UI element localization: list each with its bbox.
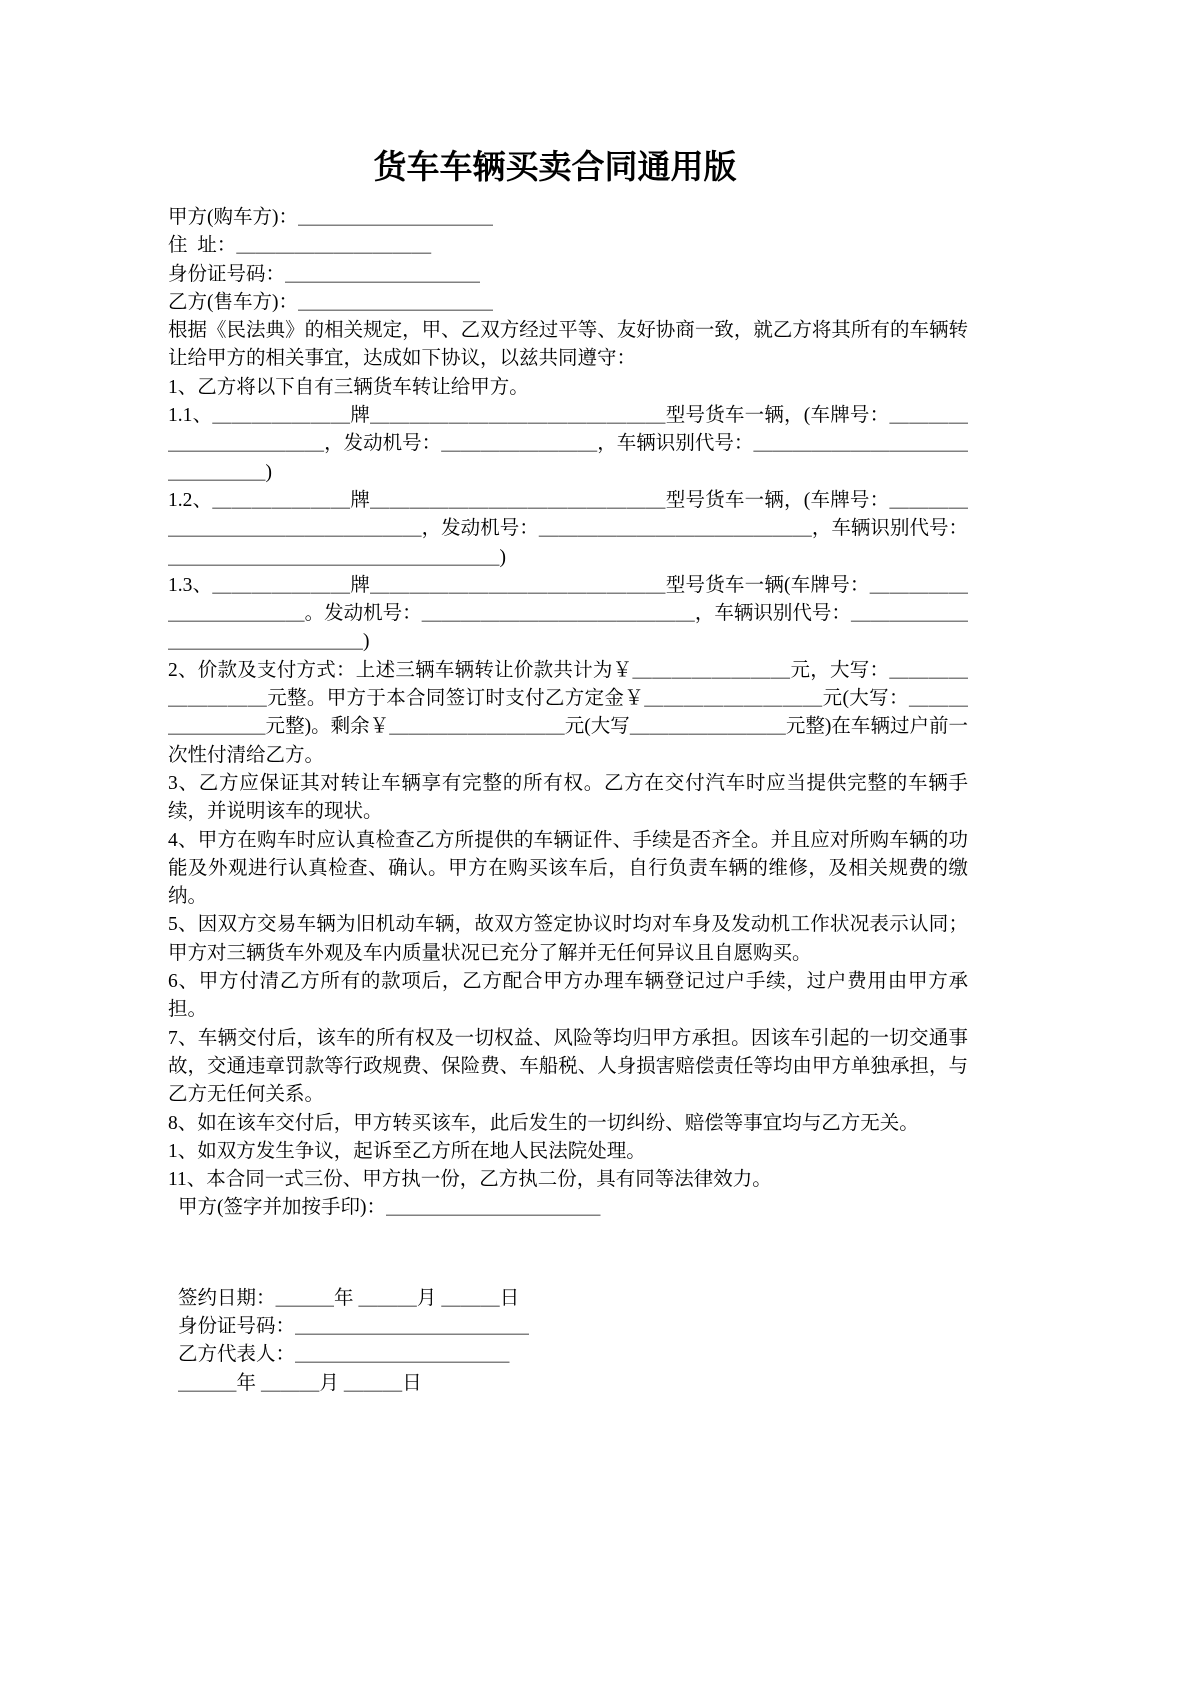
- clause-1-1: 1.1、＿＿＿＿＿＿＿牌＿＿＿＿＿＿＿＿＿＿＿＿＿＿＿型号货车一辆，(车牌号：＿＿＿＿＿＿＿＿＿＿＿＿，发动机号：＿＿＿＿＿＿＿＿，车辆识别代号：＿＿＿＿＿＿＿＿＿＿＿＿＿＿＿＿): [168, 405, 968, 483]
- clause-7: 7、车辆交付后，该车的所有权及一切权益、风险等均归甲方承担。因该车引起的一切交通事故，交通违章罚款等行政规费、保险费、车船税、人身损害赔偿责任等均由甲方单独承担，与乙方无任何关系。: [168, 1027, 968, 1106]
- party-b-name-line: 乙方(售车方)：＿＿＿＿＿＿＿＿＿＿: [168, 291, 493, 313]
- clause-11: 11、本合同一式三份、甲方执一份，乙方执二份，具有同等法律效力。: [168, 1169, 772, 1191]
- signature-spacer: [168, 1223, 968, 1285]
- clause-4: 4、甲方在购车时应认真检查乙方所提供的车辆证件、手续是否齐全。并且应对所购车辆的功能及外观进行认真检查、确认。甲方在购买该车后，自行负责车辆的维修，及相关规费的缴纳。: [168, 829, 968, 908]
- party-a-id-line: 身份证号码：＿＿＿＿＿＿＿＿＿＿: [168, 263, 481, 285]
- closing-date-line: ＿＿＿年 ＿＿＿月 ＿＿＿日: [178, 1372, 422, 1394]
- clause-8: 8、如在该车交付后，甲方转买该车，此后发生的一切纠纷、赔偿等事宜均与乙方无关。: [168, 1112, 919, 1134]
- clause-5: 5、因双方交易车辆为旧机动车辆，故双方签定协议时均对车身及发动机工作状况表示认同；甲方对三辆货车外观及车内质量状况已充分了解并无任何异议且自愿购买。: [168, 914, 968, 964]
- clause-1-2: 1.2、＿＿＿＿＿＿＿牌＿＿＿＿＿＿＿＿＿＿＿＿＿＿＿型号货车一辆，(车牌号：＿＿＿＿＿＿＿＿＿＿＿＿＿＿＿＿＿，发动机号：＿＿＿＿＿＿＿＿＿＿＿＿＿＿，车辆识别代号：＿＿＿＿＿＿＿＿＿＿＿＿＿＿＿＿＿): [168, 489, 968, 568]
- page-title: 货车车辆买卖合同通用版: [373, 150, 737, 186]
- clause-3: 3、乙方应保证其对转让车辆享有完整的所有权。乙方在交付汽车时应当提供完整的车辆手续，并说明该车的现状。: [168, 772, 968, 823]
- document-body: [168, 204, 968, 1398]
- sign-date-line: 签约日期：＿＿＿年 ＿＿＿月 ＿＿＿日: [178, 1287, 520, 1309]
- clause-2: 2、价款及支付方式：上述三辆车辆转让价款共计为￥＿＿＿＿＿＿＿＿元，大写：＿＿＿＿＿＿＿＿＿元整。甲方于本合同签订时支付乙方定金￥＿＿＿＿＿＿＿＿＿元(大写：＿＿＿＿＿＿＿＿元整)。剩余￥＿＿＿＿＿＿＿＿＿元(大写＿＿＿＿＿＿＿＿元整)在车辆过户前一次性付清给乙方。: [168, 659, 968, 766]
- party-b-representative-line: 乙方代表人：＿＿＿＿＿＿＿＿＿＿＿: [178, 1344, 510, 1366]
- party-a-name-line: 甲方(购车方)：＿＿＿＿＿＿＿＿＿＿: [168, 207, 493, 228]
- clause-1: 1、乙方将以下自有三辆货车转让给甲方。: [168, 376, 529, 398]
- clause-9: 1、如双方发生争议，起诉至乙方所在地人民法院处理。: [168, 1140, 646, 1162]
- party-b-id-line: 身份证号码：＿＿＿＿＿＿＿＿＿＿＿＿: [178, 1315, 530, 1337]
- preamble-paragraph: 根据《民法典》的相关规定，甲、乙双方经过平等、友好协商一致，就乙方将其所有的车辆转让给甲方的相关事宜，达成如下协议，以兹共同遵守：: [168, 320, 968, 370]
- party-a-address-line: 住 址：＿＿＿＿＿＿＿＿＿＿: [168, 235, 432, 257]
- clause-6: 6、甲方付清乙方所有的款项后，乙方配合甲方办理车辆登记过户手续，过户费用由甲方承担。: [168, 971, 968, 1021]
- party-a-signature-line: 甲方(签字并加按手印)：＿＿＿＿＿＿＿＿＿＿＿: [178, 1197, 601, 1219]
- clause-1-3: 1.3、＿＿＿＿＿＿＿牌＿＿＿＿＿＿＿＿＿＿＿＿＿＿＿型号货车一辆(车牌号：＿＿＿＿＿＿＿＿＿＿＿＿。发动机号：＿＿＿＿＿＿＿＿＿＿＿＿＿＿，车辆识别代号：＿＿＿＿＿＿＿＿＿＿＿＿＿＿＿＿): [168, 574, 968, 653]
